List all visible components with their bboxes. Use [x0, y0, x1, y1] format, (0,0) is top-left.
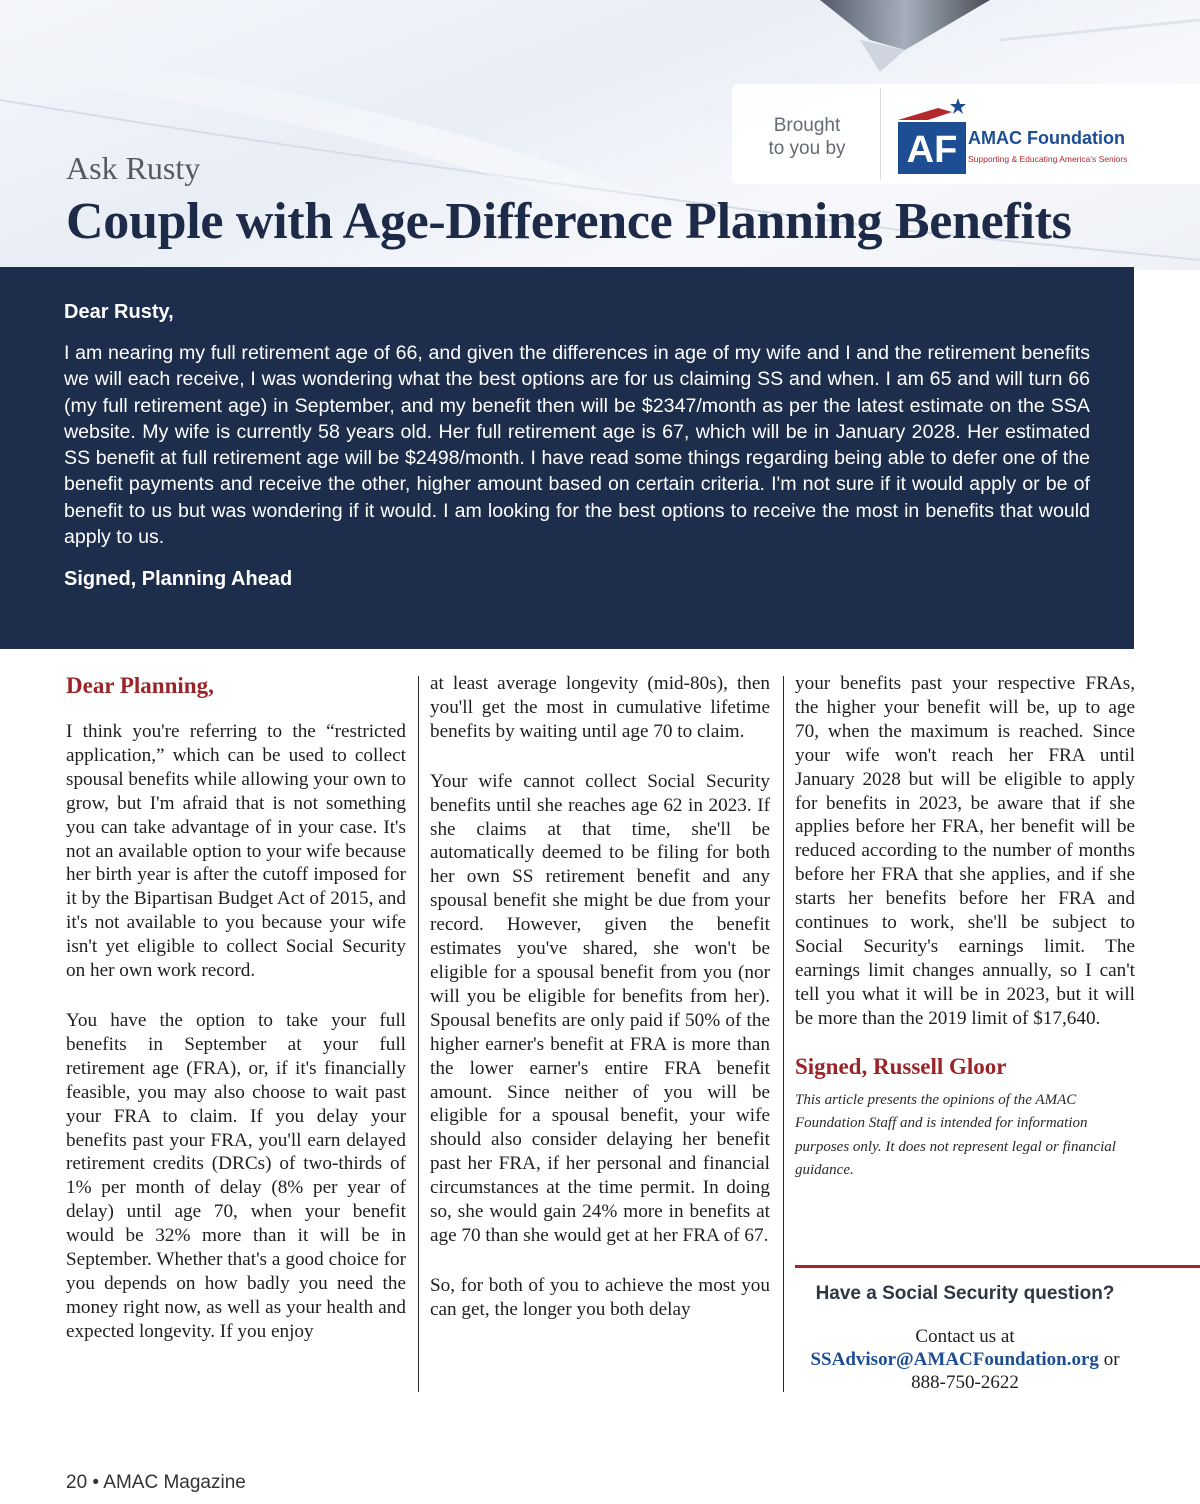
reply-paragraph: at least average longevity (mid-80s), then you'll get the most in cumulative lifetime benefits by waiting until age 70 to claim.	[430, 673, 770, 742]
column-divider	[783, 676, 784, 1392]
brought-by-text: Brought to you by	[768, 115, 846, 159]
sponsor-divider	[880, 88, 881, 180]
contact-email-link[interactable]: SSAdvisor@AMACFoundation.org	[810, 1349, 1099, 1370]
reply-column-1	[66, 672, 406, 1370]
reply-column-2	[430, 672, 770, 1348]
logo-initials: AF	[906, 129, 958, 171]
reply-signature: Signed, Russell Gloor	[795, 1053, 1007, 1079]
reader-letter-panel	[0, 267, 1134, 649]
reply-greeting: Dear Planning,	[66, 673, 214, 698]
reply-paragraph: your benefits past your respective FRAs, the higher your benefit will be, up to age 70, when the maximum is reached. Since your wife won't reach her FRA until January 2028 but will be eligible to apply for benefits in 2023, be aware that if she applies before her FRA, her benefit will be reduced according to the number of months before her FRA that she applies, and if she starts her benefits before her FRA and continues to work, she'll be subject to Social Security's earnings limit. The earnings limit changes annually, so I can't tell you what it will be in 2023, but it will be more than the 2019 limit of $17,640.	[795, 673, 1135, 1029]
reply-column-3	[795, 672, 1135, 1183]
amac-foundation-logo-icon	[898, 98, 966, 174]
contact-question: Have a Social Security question?	[815, 1283, 1115, 1304]
contact-or: or	[1103, 1349, 1120, 1370]
reply-paragraph: You have the option to take your full benefits in September at your full retirement age (FRA), or, if it's financially feasible, you may also choose to wait past your FRA to claim. If you delay your benefits past your FRA, you'll earn delayed retirement credits (DRCs) of two-thirds of 1% per month of delay (8% per year of delay) until age 70, when your benefit would be 32% more than it will be in September. Whether that's a good choice for you depends on how badly you need the money right now, as well as your health and expected longevity. If you enjoy	[66, 1009, 406, 1342]
contact-intro: Contact us at	[915, 1326, 1015, 1347]
contact-box	[795, 1283, 1135, 1394]
column-divider	[418, 676, 419, 1392]
column-kicker: Ask Rusty	[66, 150, 201, 186]
brand-tagline: Supporting & Educating America's Seniors	[968, 154, 1128, 164]
contact-divider	[795, 1265, 1200, 1268]
reply-paragraph: Your wife cannot collect Social Security benefits until she reaches age 62 in 2023. If she claims at that time, she'll be automatically deemed to be filing for both her own SS retirement benefit and any spousal benefit she might be due from your record. However, given the benefit estimates you've shared, she won't be eligible for a spousal benefit from you (nor will you be eligible for benefits from her). Spousal benefits are only paid if 50% of the higher earner's benefit at FRA is more than the lower earner's entire FRA benefit amount. Since neither of you will be eligible for a spousal benefit, your wife should also consider delaying her benefit past her FRA, if her personal and financial circumstances at the time permit. In doing so, she would gain 24% more in benefits at age 70 than she would get at her FRA of 67.	[430, 770, 770, 1246]
contact-phone: 888-750-2622	[911, 1372, 1019, 1393]
reply-paragraph: So, for both of you to achieve the most you can get, the longer you both delay	[430, 1274, 770, 1320]
sponsor-box	[732, 84, 1200, 184]
brand-name: AMAC Foundation	[968, 128, 1125, 148]
letter-body: I am nearing my full retirement age of 66, and given the differences in age of my wife and I and the retirement benefits we will each receive, I was wondering what the best options are for us claiming SS and when. I am 65 and will turn 66 (my full retirement age) in September, and my benefit then will be $2347/month as per the latest estimate on the SSA website. My wife is currently 58 years old. Her full retirement age is 67, which will be in January 2028. Her estimated SS benefit at full retirement age will be $2498/month. I have read some things regarding being able to defer one of the benefit payments and receive the other, higher amount based on certain criteria. I'm not sure if it would apply or be of benefit to us but was wondering if it would. I am looking for the best options to receive the most in benefits that would apply to us.	[64, 342, 1090, 549]
disclaimer: This article presents the opinions of the AMAC Foundation Staff and is intended for information purposes only. It does not represent legal or financial guidance.	[795, 1091, 1116, 1179]
reply-paragraph: I think you're referring to the “restricted application,” which can be used to collect spousal benefits while allowing your own to grow, but I'm afraid that is not something you can take advantage of in your case. It's not an available option to your wife because her birth year is after the cutoff imposed for it by the Bipartisan Budget Act of 2015, and it's not available to you because your wife isn't yet eligible to collect Social Security on her own work record.	[66, 721, 406, 982]
page-footer: 20 • AMAC Magazine	[66, 1472, 246, 1493]
page-title: Couple with Age-Difference Planning Benefits	[66, 193, 1072, 250]
letter-greeting: Dear Rusty,	[64, 301, 174, 323]
letter-signature: Signed, Planning Ahead	[64, 568, 293, 591]
